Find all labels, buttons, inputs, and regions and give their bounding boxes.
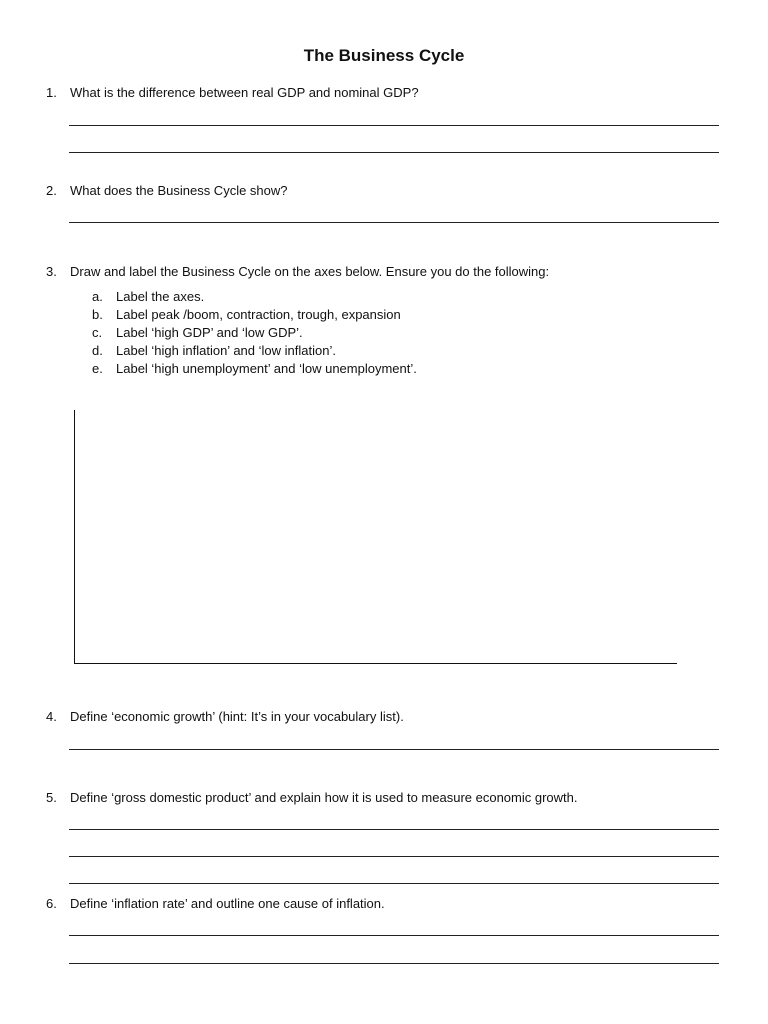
subitem-b: [92, 306, 401, 324]
answer-line[interactable]: [69, 125, 719, 126]
subitem-letter: a.: [92, 289, 103, 304]
question-6: [46, 895, 385, 913]
answer-line[interactable]: [69, 152, 719, 153]
subitem-letter: e.: [92, 361, 103, 376]
question-number: 3.: [46, 264, 57, 279]
subitem-text: Label the axes.: [116, 289, 205, 304]
subitem-a: [92, 288, 204, 306]
subitem-letter: c.: [92, 325, 103, 340]
question-3: [46, 263, 549, 281]
question-2: [46, 182, 288, 200]
question-number: 6.: [46, 896, 57, 911]
x-axis-line: [74, 663, 677, 664]
subitem-text: Label ‘high inflation’ and ‘low inflation’.: [116, 343, 336, 358]
question-4: [46, 708, 404, 726]
question-text: What does the Business Cycle show?: [70, 183, 288, 198]
subitem-d: [92, 342, 336, 360]
page-title: The Business Cycle: [303, 46, 465, 65]
answer-line[interactable]: [69, 963, 719, 964]
question-number: 1.: [46, 85, 57, 100]
question-text: Define ‘gross domestic product’ and explain how it is used to measure economic growth.: [70, 790, 578, 805]
subitem-e: [92, 360, 417, 378]
question-5: [46, 789, 578, 807]
subitem-text: Label ‘high unemployment’ and ‘low unemployment’.: [116, 361, 417, 376]
question-text: Define ‘inflation rate’ and outline one cause of inflation.: [70, 896, 385, 911]
answer-line[interactable]: [69, 856, 719, 857]
y-axis-line: [74, 410, 75, 664]
subitem-text: Label ‘high GDP’ and ‘low GDP’.: [116, 325, 303, 340]
answer-line[interactable]: [69, 883, 719, 884]
question-number: 2.: [46, 183, 57, 198]
question-1: [46, 84, 419, 102]
question-text: Define ‘economic growth’ (hint: It’s in your vocabulary list).: [70, 709, 404, 724]
question-number: 4.: [46, 709, 57, 724]
answer-line[interactable]: [69, 935, 719, 936]
subitem-text: Label peak /boom, contraction, trough, expansion: [116, 307, 401, 322]
subitem-c: [92, 324, 303, 342]
answer-line[interactable]: [69, 829, 719, 830]
question-text: What is the difference between real GDP and nominal GDP?: [70, 85, 419, 100]
question-text: Draw and label the Business Cycle on the axes below. Ensure you do the following:: [70, 264, 550, 279]
answer-line[interactable]: [69, 222, 719, 223]
subitem-letter: b.: [92, 307, 103, 322]
subitem-letter: d.: [92, 343, 103, 358]
question-number: 5.: [46, 790, 57, 805]
answer-line[interactable]: [69, 749, 719, 750]
